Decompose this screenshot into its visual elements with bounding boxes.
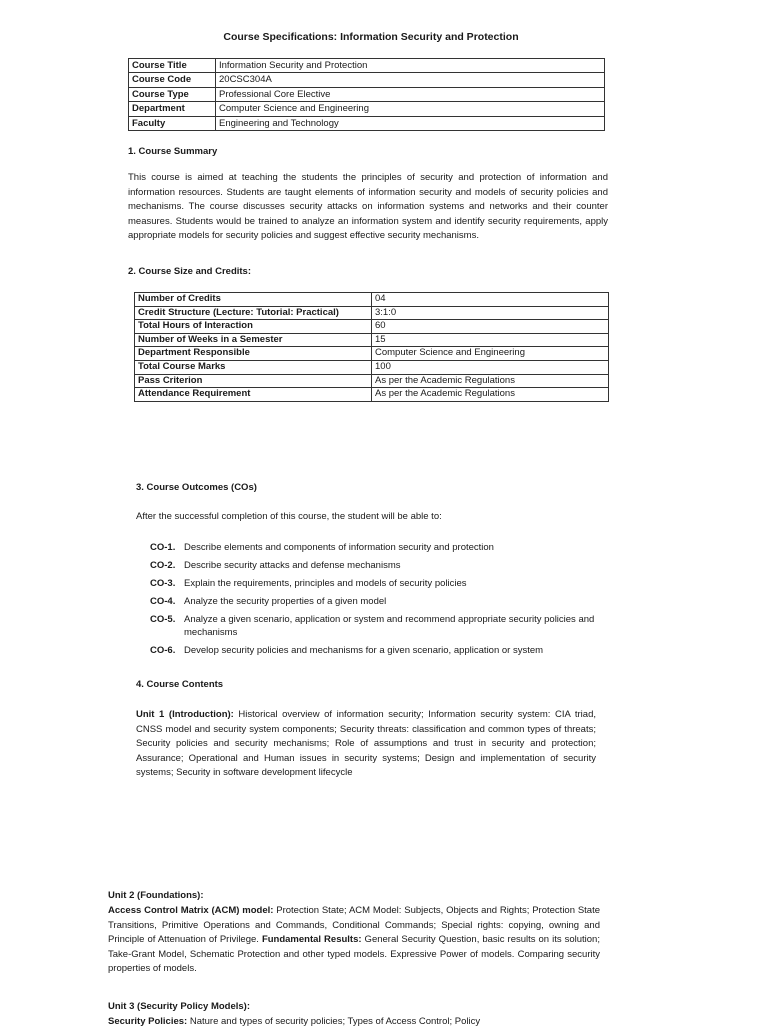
table-value: As per the Academic Regulations bbox=[372, 374, 609, 388]
list-item bbox=[150, 577, 600, 590]
table-key: Faculty bbox=[129, 116, 216, 130]
table-row bbox=[129, 73, 605, 87]
table-key: Credit Structure (Lecture: Tutorial: Practical) bbox=[135, 306, 372, 320]
outcome-id: CO-4. bbox=[150, 596, 176, 607]
unit-1-title: Unit 1 (Introduction): bbox=[136, 709, 234, 720]
table-key: Pass Criterion bbox=[135, 374, 372, 388]
outcome-id: CO-6. bbox=[150, 645, 176, 656]
table-key: Course Title bbox=[129, 59, 216, 73]
fundamental-results-label: Fundamental Results: bbox=[261, 934, 362, 945]
table-row bbox=[135, 333, 609, 347]
unit-1-text: Historical overview of information security; Information security system: CIA triad, CNSS model and security system components; Security threats: classification and common types of threats; Security policies and security mechanisms; Role of assumptions and trust in security and protection; Assurance; Operational and Human issues in security systems; Design and implementation of security systems; Security in software development lifecycle bbox=[136, 709, 596, 778]
outcome-text: Describe security attacks and defense mechanisms bbox=[184, 560, 401, 571]
table-value: As per the Academic Regulations bbox=[372, 388, 609, 402]
section-heading-contents: 4. Course Contents bbox=[136, 679, 224, 690]
unit-3-title: Unit 3 (Security Policy Models): bbox=[108, 1001, 250, 1012]
table-row bbox=[135, 347, 609, 361]
outcome-id: CO-1. bbox=[150, 542, 176, 553]
outcome-id: CO-5. bbox=[150, 614, 176, 625]
list-item bbox=[150, 613, 600, 639]
table-row bbox=[135, 388, 609, 402]
list-item bbox=[150, 644, 600, 657]
unit-2-title: Unit 2 (Foundations): bbox=[108, 890, 204, 901]
section-heading-summary: 1. Course Summary bbox=[128, 146, 218, 157]
table-value: Computer Science and Engineering bbox=[372, 347, 609, 361]
unit-1-paragraph bbox=[136, 708, 596, 781]
table-value: 20CSC304A bbox=[216, 73, 605, 87]
table-row bbox=[135, 320, 609, 334]
table-key: Attendance Requirement bbox=[135, 388, 372, 402]
table-row bbox=[129, 116, 605, 130]
outcome-text: Describe elements and components of information security and protection bbox=[184, 542, 494, 553]
acm-text: Protection State; ACM Model: Subjects, Objects and Rights; Protection State Transitions, Primitive Operations and Commands, Conditional Commands; Special rights: copying, owning and Principle of Attenuation of Privilege. bbox=[108, 905, 600, 945]
table-row bbox=[135, 374, 609, 388]
table-row bbox=[135, 306, 609, 320]
list-item bbox=[150, 559, 600, 572]
security-policies-text: Nature and types of security policies; Types of Access Control; Policy bbox=[187, 1016, 481, 1027]
summary-paragraph: This course is aimed at teaching the students the principles of security and protection of information and information resources. Students are taught elements of information security and models of security policies and mechanisms. The course discusses security attacks on information systems and networks and their counter measures. Students would be trained to analyze an information system and identify security requirements, apply appropriate models for security policies and suggest effective security mechanisms. bbox=[128, 172, 608, 241]
table-key: Department Responsible bbox=[135, 347, 372, 361]
table-value: 100 bbox=[372, 360, 609, 374]
table-value: Professional Core Elective bbox=[216, 87, 605, 101]
list-item bbox=[150, 595, 600, 608]
section-heading-outcomes: 3. Course Outcomes (COs) bbox=[136, 482, 257, 493]
outcome-id: CO-3. bbox=[150, 578, 176, 589]
table-value: 3:1:0 bbox=[372, 306, 609, 320]
outcome-id: CO-2. bbox=[150, 560, 176, 571]
unit-2-paragraph bbox=[108, 904, 600, 977]
outcomes-intro: After the successful completion of this course, the student will be able to: bbox=[136, 511, 442, 522]
table-value: Information Security and Protection bbox=[216, 59, 605, 73]
security-policies-label: Security Policies: bbox=[108, 1016, 188, 1027]
fundamental-results-text: General Security Question, basic results on its solution; Take-Grant Model, Schematic Protection and other typed models. Expressive Power of models. Comparing security properties of models. bbox=[108, 934, 600, 974]
table-row bbox=[135, 293, 609, 307]
table-value: Engineering and Technology bbox=[216, 116, 605, 130]
unit-3-paragraph bbox=[108, 1015, 600, 1030]
table-key: Course Code bbox=[129, 73, 216, 87]
table-value: 60 bbox=[372, 320, 609, 334]
table-row bbox=[129, 102, 605, 116]
table-value: 04 bbox=[372, 293, 609, 307]
outcome-text: Analyze the security properties of a given model bbox=[184, 596, 387, 607]
table-key: Number of Credits bbox=[135, 293, 372, 307]
table-key: Course Type bbox=[129, 87, 216, 101]
document-title: Course Specifications: Information Security and Protection bbox=[223, 31, 519, 43]
table-value: Computer Science and Engineering bbox=[216, 102, 605, 116]
outcome-text: Analyze a given scenario, application or system and recommend appropriate security policies and mechanisms bbox=[184, 614, 595, 638]
section-heading-credits: 2. Course Size and Credits: bbox=[128, 266, 252, 277]
course-info-table bbox=[128, 58, 605, 131]
course-outcomes-list bbox=[150, 541, 600, 662]
table-value: 15 bbox=[372, 333, 609, 347]
table-row bbox=[135, 360, 609, 374]
table-key: Total Hours of Interaction bbox=[135, 320, 372, 334]
outcome-text: Explain the requirements, principles and models of security policies bbox=[184, 578, 467, 589]
acm-label: Access Control Matrix (ACM) model: bbox=[108, 905, 274, 916]
table-row bbox=[129, 87, 605, 101]
table-key: Department bbox=[129, 102, 216, 116]
table-key: Number of Weeks in a Semester bbox=[135, 333, 372, 347]
table-row bbox=[129, 59, 605, 73]
list-item bbox=[150, 541, 600, 554]
table-key: Total Course Marks bbox=[135, 360, 372, 374]
outcome-text: Develop security policies and mechanisms for a given scenario, application or system bbox=[184, 645, 544, 656]
credits-table bbox=[134, 292, 609, 402]
